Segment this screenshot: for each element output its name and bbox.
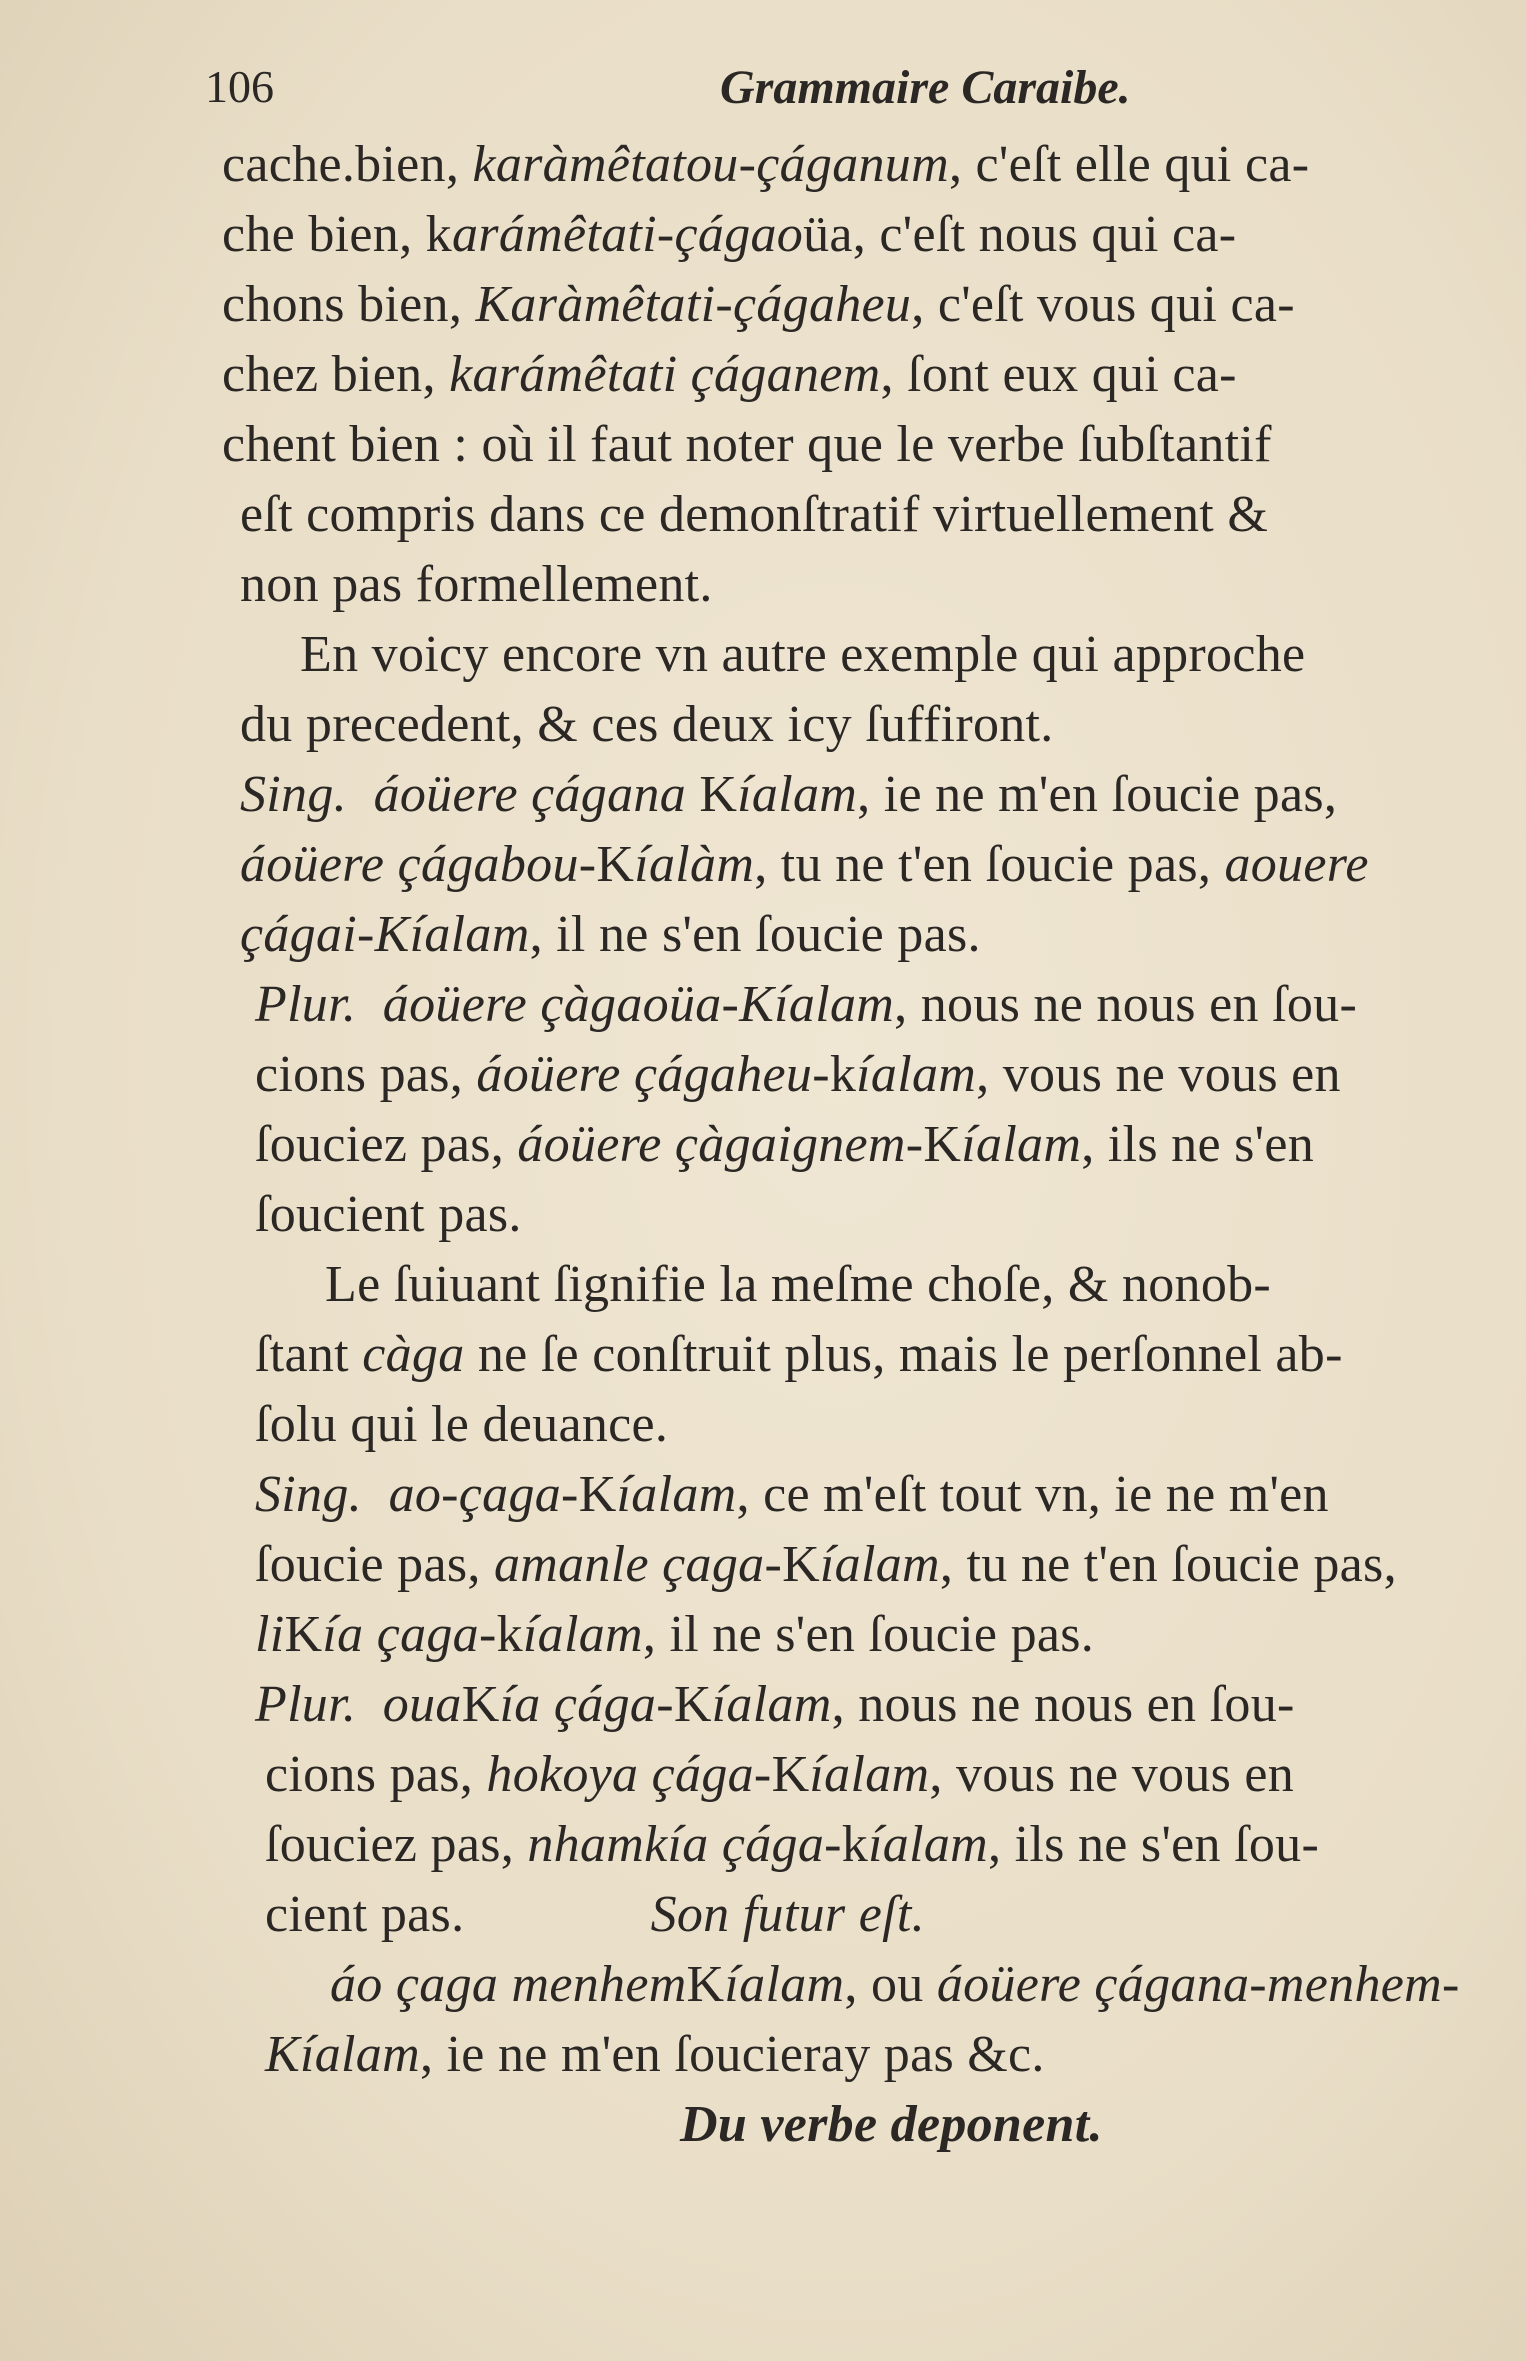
text-line (300, 625, 1305, 685)
italic-word: nhamkía çága- (527, 1816, 842, 1873)
italic-word: Son futur eſt. (650, 1886, 925, 1943)
italic-word: càga (362, 1326, 465, 1383)
text-run: K (596, 836, 635, 893)
text-line (255, 1675, 1295, 1735)
text-line (255, 1045, 1341, 1105)
text-run: chez bien, (222, 346, 450, 403)
italic-word: íalam (737, 766, 858, 823)
text-line (255, 1605, 1094, 1665)
italic-word: áoüere çàgaoüa-Kíalam (382, 976, 895, 1033)
text-run: chent bien : où il faut noter que le verbe ſubſtantif (222, 416, 1272, 473)
text-run: non pas formellement. (240, 556, 713, 613)
text-run (356, 1676, 383, 1733)
italic-word: íalam (724, 1956, 845, 2013)
italic-word: íalam (856, 1046, 977, 1103)
text-run: K (923, 1116, 962, 1173)
text-run: K (686, 766, 738, 823)
italic-word: íalam (522, 1606, 643, 1663)
text-run: du precedent, & ces deux icy ſuffiront. (240, 696, 1054, 753)
italic-word: áoüere çágana-menhem- (936, 1956, 1460, 2013)
text-run: k (496, 1606, 523, 1663)
text-run: K (686, 1956, 725, 2013)
italic-word: Du verbe deponent. (680, 2096, 1103, 2153)
text-line (265, 1745, 1294, 1805)
italic-word: íalàm (634, 836, 755, 893)
text-line (330, 1955, 1460, 2015)
text-run: ſouciez pas, (265, 1816, 528, 1873)
italic-word: áo çaga menhem (330, 1956, 687, 2013)
italic-word: áoüere çágana (373, 766, 687, 823)
text-run: , c'eſt elle qui ca- (948, 136, 1310, 193)
text-run: K (673, 1676, 712, 1733)
text-line (240, 485, 1268, 545)
text-line (255, 1395, 668, 1455)
italic-word: ía çaga- (322, 1606, 497, 1663)
text-run: , il ne s'en ſoucie pas. (529, 906, 981, 963)
italic-word: áoüere çágaheu- (476, 1046, 830, 1103)
italic-word: oua (382, 1676, 462, 1733)
text-line (240, 765, 1337, 825)
text-run: chons bien, (222, 276, 476, 333)
text-run: , ie ne m'en ſoucie pas, (857, 766, 1338, 823)
italic-word: Plur. (255, 1676, 357, 1733)
italic-word: íalam (868, 1816, 989, 1873)
italic-word: Sing. (255, 1466, 362, 1523)
text-run: , ſont eux qui ca- (880, 346, 1237, 403)
text-line (255, 1535, 1397, 1595)
text-line (240, 835, 1369, 895)
text-run: k (841, 1816, 869, 1873)
text-line (222, 275, 1295, 335)
text-line (255, 1185, 522, 1245)
italic-word: karámêtati çáganem (449, 346, 881, 403)
text-run: üa, c'eſt nous qui ca- (803, 206, 1237, 263)
text-run: , vous ne vous en (929, 1746, 1295, 1803)
italic-word: ía çága- (499, 1676, 674, 1733)
text-run: , tu ne t'en ſoucie pas, (754, 836, 1225, 893)
text-line (222, 415, 1272, 475)
text-run: , tu ne t'en ſoucie pas, (939, 1536, 1397, 1593)
text-run: cions pas, (265, 1746, 487, 1803)
italic-word: Sing. (240, 766, 347, 823)
text-run: K (578, 1466, 617, 1523)
italic-word: arámêtati-çágao (452, 206, 804, 263)
italic-word: íalam (809, 1746, 930, 1803)
text-line (255, 1325, 1343, 1385)
text-run: , ie ne m'en ſoucieray pas &c. (419, 2026, 1045, 2083)
text-line (240, 555, 713, 615)
text-run: , c'eſt vous qui ca- (911, 276, 1295, 333)
text-run: ſolu qui le deuance. (255, 1396, 669, 1453)
text-run: K (771, 1746, 810, 1803)
text-run: cient pas. (265, 1886, 465, 1943)
italic-word: íalam (711, 1676, 832, 1733)
text-line (222, 345, 1237, 405)
italic-word: Kíalam (265, 2026, 420, 2083)
italic-word: li (255, 1606, 285, 1663)
italic-word: áoüere çágabou- (240, 836, 597, 893)
italic-word: ao-çaga- (388, 1466, 579, 1523)
text-run: , ce m'eſt tout vn, ie ne m'en (736, 1466, 1329, 1523)
text-run: cache.bien, (222, 136, 473, 193)
text-run (464, 1886, 650, 1943)
italic-word: aouere (1224, 836, 1369, 893)
text-run: , nous ne nous en ſou- (894, 976, 1358, 1033)
italic-word: íalam (616, 1466, 737, 1523)
italic-word: íalam (819, 1536, 940, 1593)
text-run: K (284, 1606, 323, 1663)
text-run: , nous ne nous en ſou- (831, 1676, 1295, 1733)
text-line (240, 695, 1054, 755)
italic-word: áoüere çàgaignem- (517, 1116, 924, 1173)
page-header (205, 60, 1505, 140)
text-run: K (461, 1676, 500, 1733)
italic-word: karàmêtatou-çáganum (472, 136, 949, 193)
text-run: che bien, k (222, 206, 452, 263)
text-line (222, 135, 1309, 195)
italic-word: çágai-Kíalam (240, 906, 530, 963)
text-run: Le ſuiuant ſignifie la meſme choſe, & nonob- (325, 1256, 1272, 1313)
italic-word: íalam (961, 1116, 1082, 1173)
text-line (680, 2095, 1103, 2155)
text-run (356, 976, 383, 1033)
text-line (265, 1815, 1319, 1875)
italic-word: hokoya çága- (486, 1746, 772, 1803)
italic-word: Plur. (255, 976, 357, 1033)
text-run: , ils ne s'en ſou- (988, 1816, 1320, 1873)
text-run: , ils ne s'en (1081, 1116, 1315, 1173)
running-title: Grammaire Caraibe. (720, 61, 1131, 114)
text-run: , vous ne vous en (976, 1046, 1341, 1103)
text-line (255, 1115, 1314, 1175)
text-line (255, 1465, 1329, 1525)
italic-word: amanle çaga- (493, 1536, 783, 1593)
text-line (265, 2025, 1045, 2085)
text-line (325, 1255, 1271, 1315)
text-run: ſouciez pas, (255, 1116, 518, 1173)
italic-word: Karàmêtati-çágaheu (475, 276, 912, 333)
text-run: , ou (844, 1956, 937, 2013)
text-run: ſoucient pas. (255, 1186, 522, 1243)
text-run: k (829, 1046, 857, 1103)
text-run: cions pas, (255, 1046, 477, 1103)
text-run: , il ne s'en ſoucie pas. (642, 1606, 1095, 1663)
page-number: 106 (205, 61, 274, 112)
text-run: eſt compris dans ce demonſtratif virtuellement & (240, 486, 1269, 543)
text-run: ſoucie pas, (255, 1536, 494, 1593)
text-line (265, 1885, 925, 1945)
text-run: En voicy encore vn autre exemple qui approche (300, 626, 1306, 683)
text-line (255, 975, 1357, 1035)
text-run: ſtant (255, 1326, 363, 1383)
text-run: K (782, 1536, 820, 1593)
text-line (222, 205, 1236, 265)
text-run: ne ſe conſtruit plus, mais le perſonnel ab- (464, 1326, 1343, 1383)
text-line (240, 905, 981, 965)
text-run (347, 766, 374, 823)
text-run (362, 1466, 389, 1523)
